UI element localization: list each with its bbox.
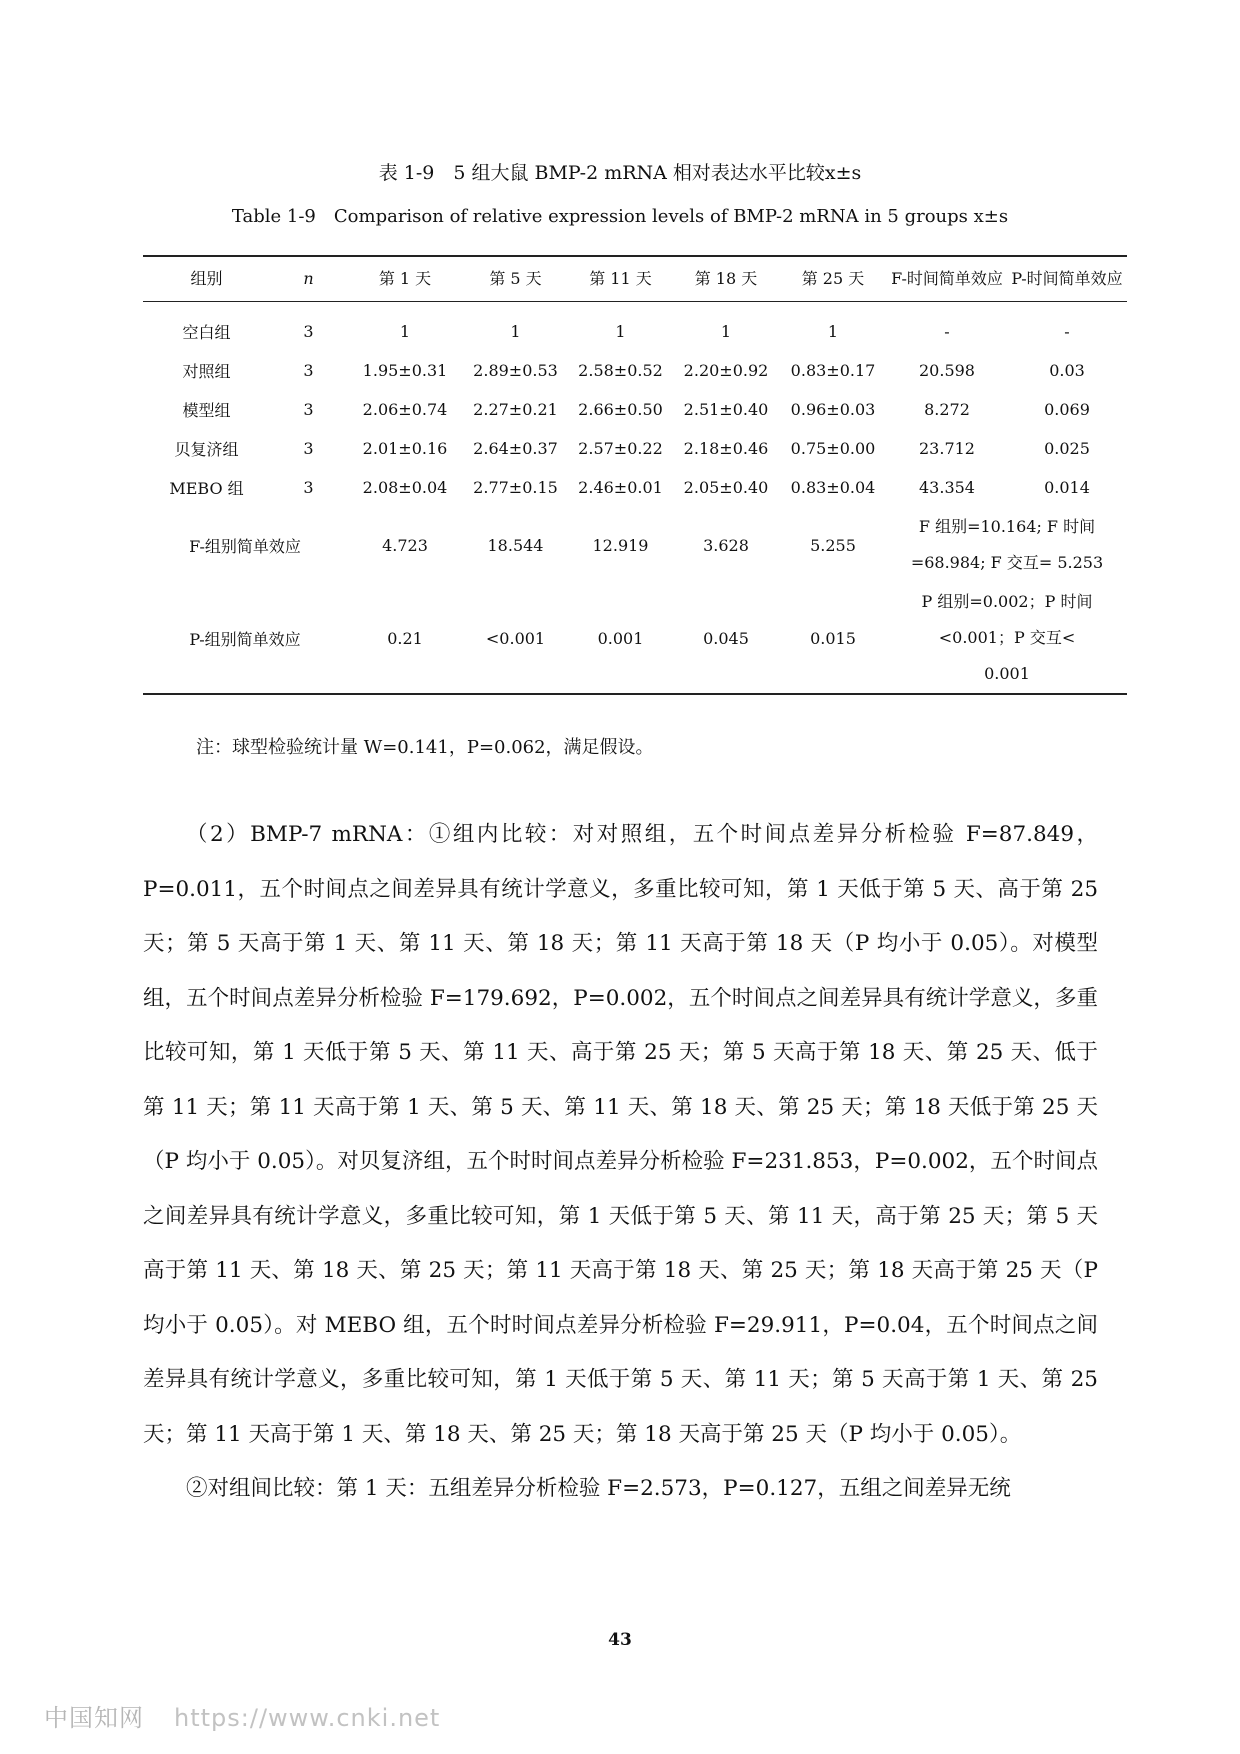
results-table	[143, 255, 1127, 695]
f-group-row	[143, 507, 1127, 583]
table-cell: 0.83±0.17	[790, 361, 876, 380]
group-name-cell: 对照组	[182, 362, 231, 381]
table-cell: 2.18±0.46	[683, 439, 769, 458]
table-cell: 0.014	[1044, 478, 1090, 497]
table-cell: 2.57±0.22	[578, 439, 663, 458]
page-number: 43	[608, 1630, 632, 1650]
header-day25: 第 25 天	[779, 256, 887, 302]
table-row	[143, 429, 1127, 468]
group-name-cell: 模型组	[182, 401, 231, 420]
table-cell: 1	[720, 322, 732, 341]
paragraph: ②对组间比较：第 1 天：五组差异分析检验 F=2.573，P=0.127，五组之间差异无统	[186, 1476, 1011, 1501]
table-cell: 0.96±0.03	[790, 400, 876, 419]
table-row	[143, 302, 1127, 352]
table-cell: 1	[399, 322, 411, 341]
paragraph: （2）BMP-7 mRNA：①组内比较：对对照组，五个时间点差异分析检验 F=87.849，P=0.011，五个时间点之间差异具有统计学意义，多重比较可知，第 1 天低于第 5 天、高于第 25 天；第 5 天高于第 1 天、第 11 天、第 18 天；第 11 天高于第 18 天（P 均小于 0.05）。对模型组，五个时间点差异分析检验 F=179.692，P=0.002，五个时间点之间差异具有统计学意义，多重比较可知，第 1 天低于第 5 天、第 11 天、高于第 25 天；第 5 天高于第 18 天、第 25 天、低于第 11 天；第 11 天高于第 1 天、第 5 天、第 11 天、第 18 天、第 25 天；第 18 天低于第 25 天（P 均小于 0.05）。对贝复济组，五个时时间点差异分析检验 F=231.853，P=0.002，五个时间点之间差异具有统计学意义，多重比较可知，第 1 天低于第 5 天、第 11 天，高于第 25 天；第 5 天高于第 11 天、第 18 天、第 25 天；第 11 天高于第 18 天、第 25 天；第 18 天高于第 25 天（P 均小于 0.05）。对 MEBO 组，五个时时间点差异分析检验 F=29.911，P=0.04，五个时间点之间差异具有统计学意义，多重比较可知，第 1 天低于第 5 天、第 11 天；第 5 天高于第 1 天、第 25 天；第 11 天高于第 1 天、第 18 天、第 25 天；第 18 天高于第 25 天（P 均小于 0.05）。	[143, 822, 1098, 1447]
table-cell: 3	[303, 400, 314, 419]
table-cell: 2.66±0.50	[578, 400, 663, 419]
table-cell: 18.544	[487, 535, 544, 555]
table-cell: 2.58±0.52	[578, 361, 663, 380]
table-cell: 3	[303, 322, 314, 341]
table-cell: 1.95±0.31	[362, 361, 448, 380]
table-cell: <0.001	[485, 628, 546, 648]
table-cell: 2.77±0.15	[473, 478, 558, 497]
table-cell: 1	[510, 322, 521, 341]
table-cell: 12.919	[592, 535, 649, 555]
table-cell: 2.89±0.53	[473, 361, 558, 380]
header-group: 组别	[143, 256, 270, 302]
table-cell: 2.05±0.40	[683, 478, 769, 497]
table-cell: 2.08±0.04	[362, 478, 448, 497]
table-cell: 43.354	[919, 478, 975, 497]
watermark-url: https://www.cnki.net	[174, 1704, 441, 1732]
table-cell: 0.025	[1044, 439, 1090, 458]
table-body	[143, 302, 1127, 508]
group-name-cell: 空白组	[182, 323, 231, 342]
p-group-row	[143, 583, 1127, 694]
f-group-label: F-组别简单效应	[189, 536, 301, 556]
table-cell: 2.06±0.74	[362, 400, 448, 419]
table-caption-en: Table 1-9 Comparison of relative expression levels of BMP-2 mRNA in 5 groups x±s	[231, 206, 1009, 227]
p-group-label: P-组别简单效应	[189, 629, 301, 649]
table-cell: 3	[303, 478, 314, 497]
table-cell: 2.51±0.40	[683, 400, 769, 419]
table-cell: 20.598	[919, 361, 975, 380]
header-day11: 第 11 天	[568, 256, 673, 302]
header-day1: 第 1 天	[347, 256, 463, 302]
header-day5: 第 5 天	[463, 256, 568, 302]
table-cell: 2.64±0.37	[473, 439, 558, 458]
table-cell: 0.03	[1049, 361, 1085, 380]
table-cell: 0.83±0.04	[790, 478, 876, 497]
header-day18: 第 18 天	[673, 256, 779, 302]
f-summary-line: =68.984; F 交互= 5.253	[910, 553, 1104, 572]
table-cell: 2.27±0.21	[473, 400, 558, 419]
group-name-cell: MEBO 组	[169, 479, 244, 498]
f-summary	[887, 507, 1127, 583]
p-summary-line: 0.001	[984, 664, 1030, 683]
table-cell: 0.045	[703, 628, 749, 648]
p-summary-line: <0.001；P 交互<	[938, 628, 1076, 647]
table-stats	[143, 507, 1127, 694]
table-cell: 0.21	[387, 628, 423, 648]
table-cell: 3.628	[703, 535, 749, 555]
table-header-row	[143, 256, 1127, 302]
table-cell: 1	[827, 322, 839, 341]
table-cell: 2.20±0.92	[683, 361, 769, 380]
table-cell: 4.723	[382, 535, 428, 555]
f-summary-line: F 组别=10.164; F 时间	[918, 517, 1096, 536]
table-cell: 0.001	[597, 628, 644, 648]
group-name-cell: 贝复济组	[174, 440, 239, 459]
table-cell: -	[944, 322, 950, 341]
table-note: 注：球型检验统计量 W=0.141，P=0.062，满足假设。	[196, 737, 654, 758]
cnki-watermark	[44, 1698, 440, 1733]
p-summary	[887, 583, 1127, 694]
table-cell: 3	[303, 361, 314, 380]
table-cell: 8.272	[924, 400, 970, 419]
body-text	[143, 808, 1098, 1517]
header-p-time: P-时间简单效应	[1007, 256, 1127, 302]
header-n: n	[270, 256, 347, 302]
table-cell: 5.255	[810, 535, 856, 555]
table-row	[143, 390, 1127, 429]
table-cell: -	[1064, 322, 1070, 341]
results-table-container	[143, 255, 1127, 695]
p-summary-line: P 组别=0.002；P 时间	[921, 592, 1093, 611]
table-cell: 0.015	[810, 628, 856, 648]
table-cell: 1	[615, 322, 626, 341]
table-cell: 23.712	[919, 439, 975, 458]
table-cell: 0.069	[1044, 400, 1090, 419]
table-row	[143, 351, 1127, 390]
table-cell: 2.46±0.01	[578, 478, 663, 497]
header-f-time: F-时间简单效应	[887, 256, 1007, 302]
table-cell: 2.01±0.16	[362, 439, 448, 458]
watermark-brand: 中国知网	[44, 1704, 144, 1732]
table-caption-zh: 表 1-9 5 组大鼠 BMP-2 mRNA 相对表达水平比较x±s	[378, 162, 862, 184]
table-row	[143, 468, 1127, 507]
table-cell: 3	[303, 439, 314, 458]
table-cell: 0.75±0.00	[790, 439, 876, 458]
